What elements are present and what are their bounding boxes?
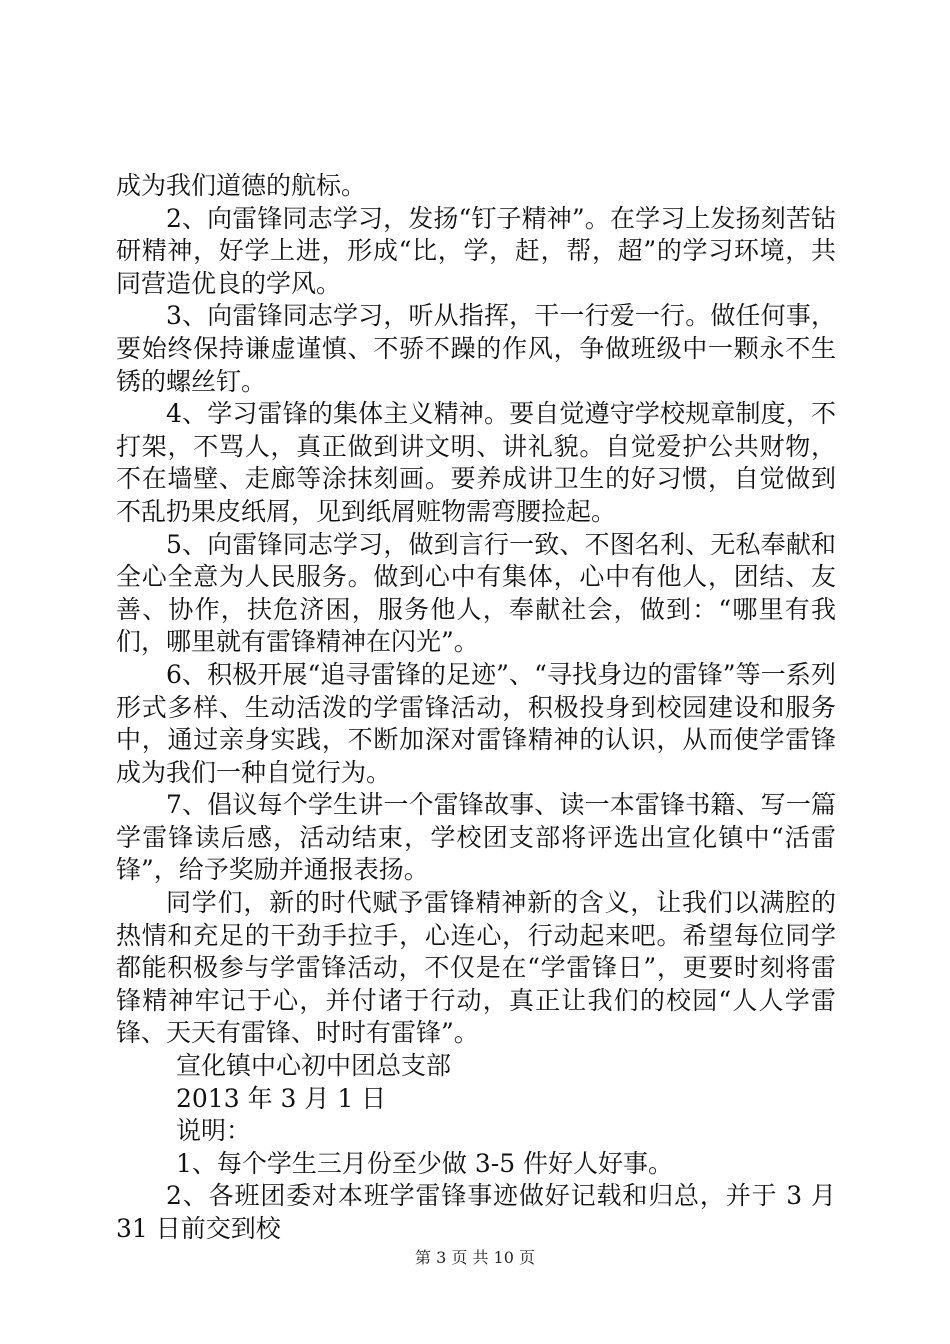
paragraph-5: 5、向雷锋同志学习，做到言行一致、不图名利、无私奉献和全心全意为人民服务。做到心中有集体，心中有他人，团结、友善、协作，扶危济困，服务他人，奉献社会，做到：“哪里有我们，哪里就有雷锋精神在闪光”。 [116,529,836,657]
signature-organization: 宣化镇中心初中团总支部 [176,1051,452,1081]
signature-date: 2013 年 3 月 1 日 [176,1083,387,1113]
paragraph-6: 6、积极开展“追寻雷锋的足迹”、“寻找身边的雷锋”等一系列形式多样、生动活泼的学雷锋活动，积极投身到校园建设和服务中，通过亲身实践，不断加深对雷锋精神的认识，从而使学雷锋成为我们一种自觉行为。 [116,659,836,787]
paragraph-7: 7、倡议每个学生讲一个雷锋故事、读一本雷锋书籍、写一篇学雷锋读后感，活动结束，学校团支部将评选出宣化镇中“活雷锋”，给予奖励并通报表扬。 [116,790,836,885]
note-item-2: 2、各班团委对本班学雷锋事迹做好记载和归总，并于 3 月 31 日前交到校 [116,1181,836,1243]
notes-heading: 说明： [176,1116,252,1146]
paragraph-2: 2、向雷锋同志学习，发扬“钉子精神”。在学习上发扬刻苦钻研精神，好学上进，形成“比，学，赶，帮，超”的学习环境，共同营造优良的学风。 [116,203,836,298]
paragraph-8: 同学们，新的时代赋予雷锋精神新的含义，让我们以满腔的热情和充足的干劲手拉手，心连心，行动起来吧。希望每位同学都能积极参与学雷锋活动，不仅是在“学雷锋日”，更要时刻将雷锋精神牢记于心，并付诸于行动，真正让我们的校园“人人学雷锋、天天有雷锋、时时有雷锋”。 [116,888,836,1048]
paragraph-3: 3、向雷锋同志学习，听从指挥，干一行爱一行。做任何事，要始终保持谦虚谨慎、不骄不躁的作风，争做班级中一颗永不生锈的螺丝钉。 [116,301,836,396]
note-item-1: 1、每个学生三月份至少做 3-5 件好人好事。 [176,1148,674,1178]
paragraph-1: 成为我们道德的航标。 [116,171,367,200]
page-footer: 第 3 页 共 10 页 [415,1248,535,1267]
document-body [116,170,836,1246]
paragraph-4: 4、学习雷锋的集体主义精神。要自觉遵守学校规章制度，不打架，不骂人，真正做到讲文明、讲礼貌。自觉爱护公共财物，不在墙壁、走廊等涂抹刻画。要养成讲卫生的好习惯，自觉做到不乱扔果皮纸屑，见到纸屑赃物需弯腰捡起。 [116,399,836,526]
